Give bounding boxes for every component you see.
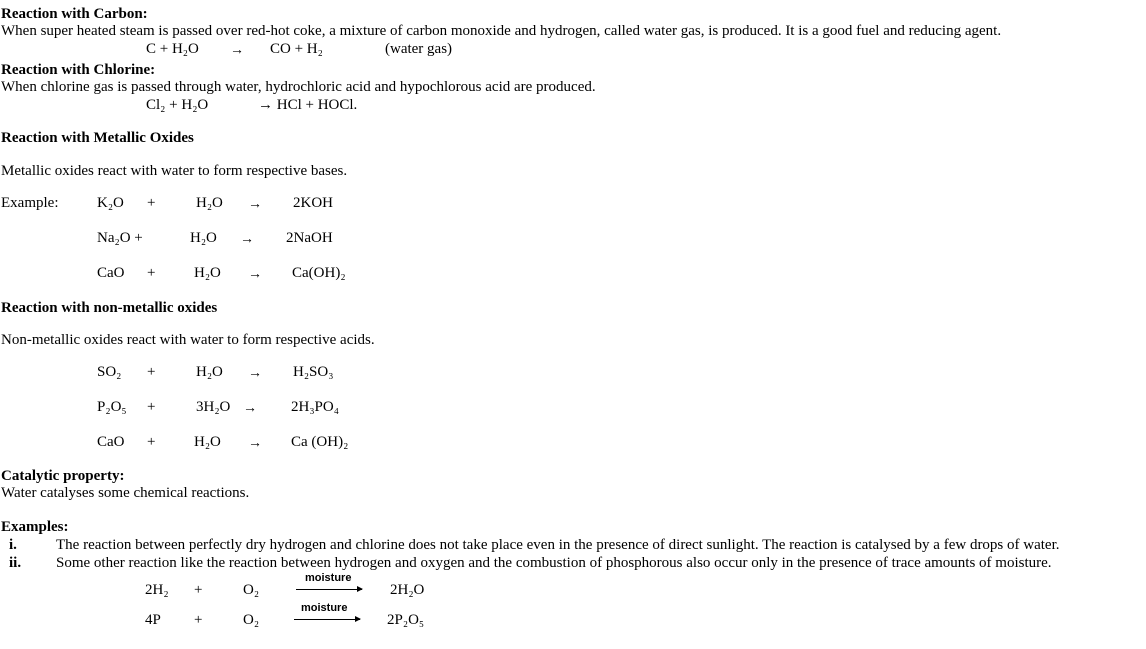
- metal-row2-product: 2NaOH: [286, 230, 333, 246]
- metal-row3-product: Ca(OH)₂: [292, 265, 346, 281]
- text-metallic-oxides: Metallic oxides react with water to form respective bases.: [1, 163, 348, 179]
- example-item-2-text: Some other reaction like the reaction between hydrogen and oxygen and the combustion of phosphorous also occur only in the presence of trace amounts of moisture.: [56, 555, 1052, 571]
- moist-eq2-condition: moisture: [301, 602, 348, 614]
- moist-eq2-reactant: 4P: [145, 612, 161, 628]
- text-carbon: When super heated steam is passed over red-hot coke, a mixture of carbon monoxide and hydrogen, called water gas, is produced. It is a good fuel and reducing agent.: [1, 23, 1002, 39]
- moist-eq1-product: 2H₂O: [390, 582, 425, 598]
- example-label: Example:: [1, 195, 59, 211]
- text-nonmetallic-oxides: Non-metallic oxides react with water to form respective acids.: [1, 332, 375, 348]
- metal-row1-reactant: K₂O: [97, 195, 124, 211]
- nonmetal-row1-arrow: →: [248, 364, 262, 380]
- nonmetal-row3-product: Ca (OH)₂: [291, 434, 349, 450]
- eq-carbon-rhs: CO + H₂: [270, 41, 323, 57]
- heading-nonmetallic-oxides: Reaction with non-metallic oxides: [1, 300, 218, 316]
- nonmetal-row2-product: 2H₃PO₄: [291, 399, 339, 415]
- moist-eq2-product: 2P₂O₅: [387, 612, 425, 628]
- example-item-1-text: The reaction between perfectly dry hydrogen and chlorine does not take place even in the presence of direct sunlight. The reaction is catalysed by a few drops of water.: [56, 537, 1060, 553]
- metal-row2-arrow: →: [240, 230, 254, 246]
- metal-row2-reactant: Na₂O +: [97, 230, 143, 246]
- eq-carbon-arrow: →: [230, 41, 244, 57]
- eq-carbon-lhs: C + H₂O: [146, 41, 199, 57]
- nonmetal-row1-reactant: SO₂: [97, 364, 122, 380]
- nonmetal-row1-product: H₂SO₃: [293, 364, 334, 380]
- metal-row1-arrow: →: [248, 195, 262, 211]
- moist-eq1-plus: +: [194, 582, 203, 598]
- example-item-1-num: i.: [9, 537, 17, 553]
- eq-chlorine-rhs: → HCl + HOCl.: [258, 97, 358, 113]
- moist-eq2-plus: +: [194, 612, 203, 628]
- moist-eq2-oxygen: O₂: [243, 612, 260, 628]
- moist-eq1-condition: moisture: [305, 572, 352, 584]
- eq-carbon-note: (water gas): [385, 41, 453, 57]
- text-catalytic: Water catalyses some chemical reactions.: [1, 485, 250, 501]
- metal-row3-arrow: →: [248, 265, 262, 281]
- nonmetal-row3-arrow: →: [248, 434, 262, 450]
- nonmetal-row2-arrow: →: [243, 399, 257, 415]
- metal-row3-plus: +: [147, 265, 156, 281]
- nonmetal-row1-water: H₂O: [196, 364, 223, 380]
- moist-eq1-arrow: [296, 589, 362, 590]
- nonmetal-row2-plus: +: [147, 399, 156, 415]
- metal-row3-water: H₂O: [194, 265, 221, 281]
- metal-row1-water: H₂O: [196, 195, 223, 211]
- metal-row1-plus: +: [147, 195, 156, 211]
- heading-carbon: Reaction with Carbon:: [1, 6, 148, 22]
- nonmetal-row2-water: 3H₂O: [196, 399, 231, 415]
- heading-examples: Examples:: [1, 519, 69, 535]
- heading-catalytic: Catalytic property:: [1, 468, 125, 484]
- heading-chlorine: Reaction with Chlorine:: [1, 62, 156, 78]
- moist-eq1-oxygen: O₂: [243, 582, 260, 598]
- nonmetal-row3-plus: +: [147, 434, 156, 450]
- metal-row3-reactant: CaO: [97, 265, 125, 281]
- metal-row1-product: 2KOH: [293, 195, 333, 211]
- nonmetal-row1-plus: +: [147, 364, 156, 380]
- nonmetal-row2-reactant: P₂O₅: [97, 399, 127, 415]
- example-item-2-num: ii.: [9, 555, 22, 571]
- moist-eq2-arrow: [294, 619, 360, 620]
- text-chlorine: When chlorine gas is passed through water, hydrochloric acid and hypochlorous acid are produced.: [1, 79, 596, 95]
- moist-eq1-reactant: 2H₂: [145, 582, 169, 598]
- eq-chlorine-lhs: Cl₂ + H₂O: [146, 97, 209, 113]
- metal-row2-water: H₂O: [190, 230, 217, 246]
- nonmetal-row3-reactant: CaO: [97, 434, 125, 450]
- heading-metallic-oxides: Reaction with Metallic Oxides: [1, 130, 194, 146]
- nonmetal-row3-water: H₂O: [194, 434, 221, 450]
